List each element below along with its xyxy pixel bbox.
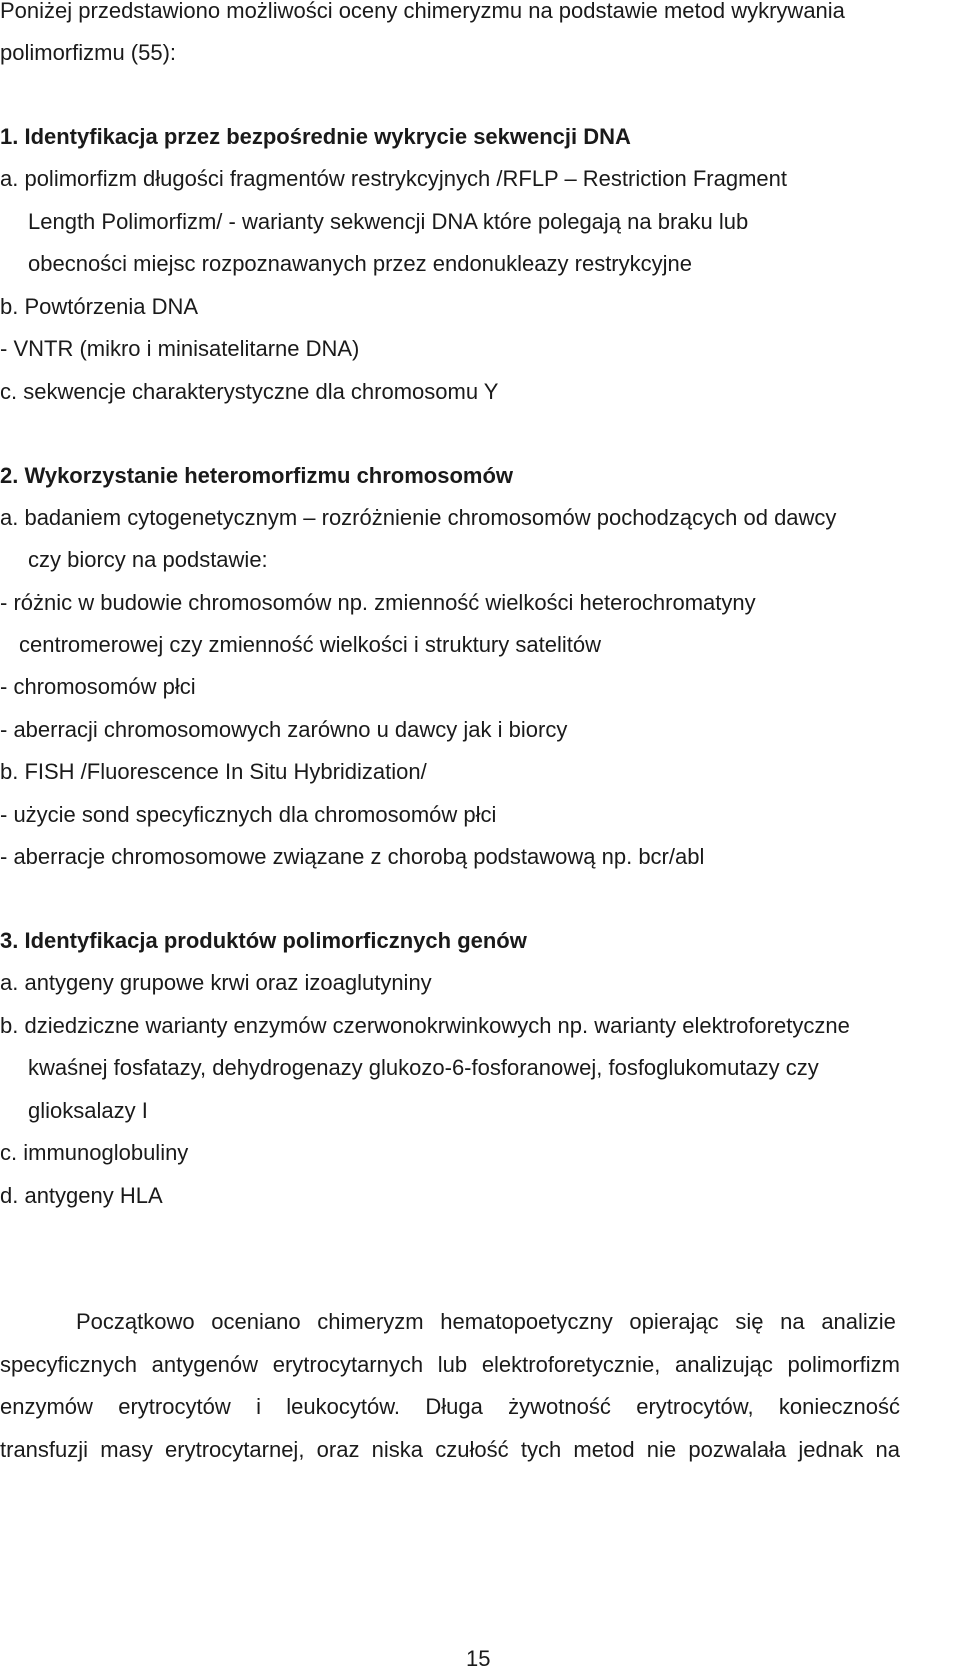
paragraph-line-4 xyxy=(0,1439,900,1461)
word: elektroforetycznie, xyxy=(481,1352,661,1377)
page-number: 15 xyxy=(466,1646,491,1671)
word: i xyxy=(256,1394,261,1419)
word: jednak xyxy=(798,1437,864,1462)
paragraph-line-3 xyxy=(0,1396,900,1418)
section-2-item-a-line-2: czy biorcy na podstawie: xyxy=(28,547,268,572)
section-3-item-d: d. antygeny HLA xyxy=(0,1183,163,1208)
word: erytrocytarnej, xyxy=(165,1437,305,1462)
word: chimeryzm xyxy=(317,1309,424,1334)
section-3-heading: 3. Identyfikacja produktów polimorficznych genów xyxy=(0,928,527,953)
section-3-item-b-line-1: b. dziedziczne warianty enzymów czerwonokrwinkowych np. warianty elektroforetyczne xyxy=(0,1013,850,1038)
word: specyficznych xyxy=(0,1352,137,1377)
word: Długa xyxy=(425,1394,483,1419)
intro-line-1: Poniżej przedstawiono możliwości oceny chimeryzmu na podstawie metod wykrywania xyxy=(0,0,845,23)
word: enzymów xyxy=(0,1394,93,1419)
word: opierając xyxy=(629,1309,719,1334)
word: czułość xyxy=(435,1437,509,1462)
word: polimorfizm xyxy=(787,1352,900,1377)
section-1-item-b-sub: - VNTR (mikro i minisatelitarne DNA) xyxy=(0,336,360,361)
section-1-item-b: b. Powtórzenia DNA xyxy=(0,294,199,319)
section-3-item-c: c. immunoglobuliny xyxy=(0,1140,189,1165)
word: antygenów xyxy=(151,1352,259,1377)
word: się xyxy=(735,1309,764,1334)
section-1-heading: 1. Identyfikacja przez bezpośrednie wykrycie sekwencji DNA xyxy=(0,124,631,149)
word: żywotność xyxy=(508,1394,611,1419)
word: masy xyxy=(100,1437,153,1462)
word: erytrocytów, xyxy=(636,1394,754,1419)
section-1-item-a-line-2: Length Polimorfizm/ - warianty sekwencji DNA które polegają na braku lub xyxy=(28,209,749,234)
section-2-dash-2: - chromosomów płci xyxy=(0,674,196,699)
section-1-item-a-line-1: a. polimorfizm długości fragmentów restrykcyjnych /RFLP – Restriction Fragment xyxy=(0,166,787,191)
word: analizując xyxy=(675,1352,773,1377)
word: oceniano xyxy=(211,1309,301,1334)
section-2-item-b: b. FISH /Fluorescence In Situ Hybridization/ xyxy=(0,759,427,784)
section-1-item-a-line-3: obecności miejsc rozpoznawanych przez endonukleazy restrykcyjne xyxy=(28,251,692,276)
word: metod xyxy=(573,1437,635,1462)
word: oraz xyxy=(316,1437,360,1462)
word: Początkowo xyxy=(76,1309,195,1334)
word: erytrocytów xyxy=(118,1394,231,1419)
word: lub xyxy=(437,1352,468,1377)
section-3-item-a: a. antygeny grupowe krwi oraz izoaglutyniny xyxy=(0,970,432,995)
word: na xyxy=(780,1309,805,1334)
word: nie xyxy=(646,1437,677,1462)
section-3-item-b-line-2: kwaśnej fosfatazy, dehydrogenazy glukozo-6-fosforanowej, fosfoglukomutazy czy xyxy=(28,1055,819,1080)
intro-line-2: polimorfizmu (55): xyxy=(0,40,177,65)
word: tych xyxy=(520,1437,562,1462)
section-2-dash-1-line-2: centromerowej czy zmienność wielkości i struktury satelitów xyxy=(19,632,601,657)
section-2-dash-1-line-1: - różnic w budowie chromosomów np. zmienność wielkości heterochromatyny xyxy=(0,590,756,615)
word: transfuzji xyxy=(0,1437,89,1462)
section-2-item-a-line-1: a. badaniem cytogenetycznym – rozróżnienie chromosomów pochodzących od dawcy xyxy=(0,505,837,530)
word: na xyxy=(875,1437,900,1462)
paragraph-line-2 xyxy=(0,1354,900,1376)
word: leukocytów. xyxy=(286,1394,401,1419)
paragraph-line-1 xyxy=(76,1311,896,1333)
word: niska xyxy=(371,1437,424,1462)
section-2-item-b-dash-1: - użycie sond specyficznych dla chromosomów płci xyxy=(0,802,497,827)
word: erytrocytarnych xyxy=(272,1352,424,1377)
section-2-heading: 2. Wykorzystanie heteromorfizmu chromosomów xyxy=(0,463,514,488)
section-2-dash-3: - aberracji chromosomowych zarówno u dawcy jak i biorcy xyxy=(0,717,568,742)
word: hematopoetyczny xyxy=(440,1309,613,1334)
section-3-item-b-line-3: glioksalazy I xyxy=(28,1098,148,1123)
word: analizie xyxy=(821,1309,896,1334)
word: pozwalała xyxy=(688,1437,787,1462)
section-1-item-c: c. sekwencje charakterystyczne dla chromosomu Y xyxy=(0,379,499,404)
word: konieczność xyxy=(778,1394,900,1419)
section-2-item-b-dash-2: - aberracje chromosomowe związane z chorobą podstawową np. bcr/abl xyxy=(0,844,705,869)
